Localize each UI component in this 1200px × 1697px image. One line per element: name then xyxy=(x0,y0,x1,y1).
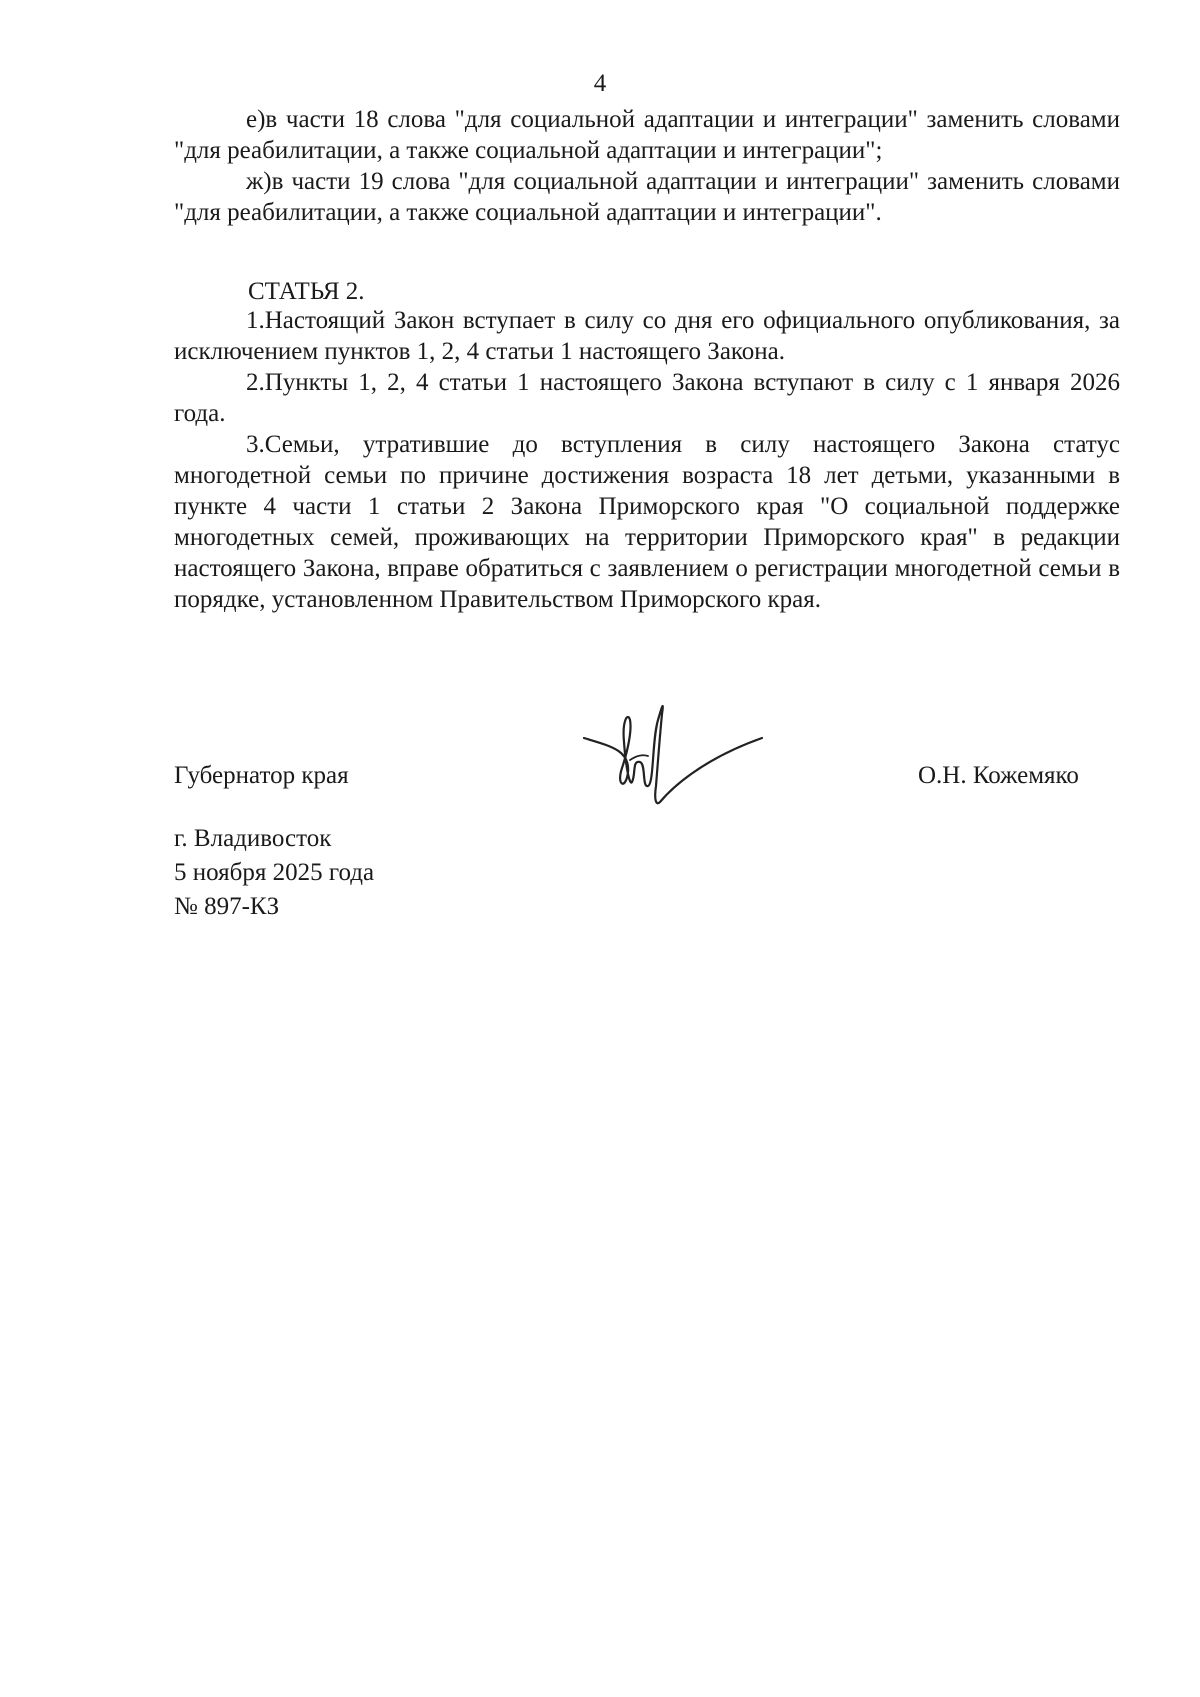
footer-number: № 897-КЗ xyxy=(174,893,280,920)
footer-city: г. Владивосток xyxy=(174,825,332,852)
amendment-item: ж)в части 19 слова "для социальной адаптации и интеграции" заменить словами "для реабилитации, а также социальной адаптации и интеграции". xyxy=(174,168,1120,226)
signatory-name: О.Н. Кожемяко xyxy=(918,762,1079,789)
footer-date: 5 ноября 2025 года xyxy=(174,859,375,886)
document-footer xyxy=(174,822,374,924)
article-heading: СТАТЬЯ 2. xyxy=(248,278,365,305)
article-item: 2.Пункты 1, 2, 4 статьи 1 настоящего Закона вступают в силу с 1 января 2026 года. xyxy=(174,369,1120,427)
article-body xyxy=(174,305,1120,615)
amendments-block xyxy=(174,104,1120,228)
article-item: 1.Настоящий Закон вступает в силу со дня его официального опубликования, за исключением пунктов 1, 2, 4 статьи 1 настоящего Закона. xyxy=(174,307,1120,365)
handwritten-signature xyxy=(570,690,770,830)
page-number: 4 xyxy=(593,70,607,97)
amendment-item: е)в части 18 слова "для социальной адаптации и интеграции" заменить словами "для реабилитации, а также социальной адаптации и интеграции"; xyxy=(174,106,1120,164)
signatory-position: Губернатор края xyxy=(174,762,349,789)
article-item: 3.Семьи, утратившие до вступления в силу настоящего Закона статус многодетной семьи по причине достижения возраста 18 лет детьми, указанными в пункте 4 части 1 статьи 2 Закона Приморского края "О социальной поддержке многодетных семей, проживающих на территории Приморского края" в редакции настоящего Закона, вправе обратиться с заявлением о регистрации многодетной семьи в порядке, установленном Правительством Приморского края. xyxy=(174,431,1120,613)
